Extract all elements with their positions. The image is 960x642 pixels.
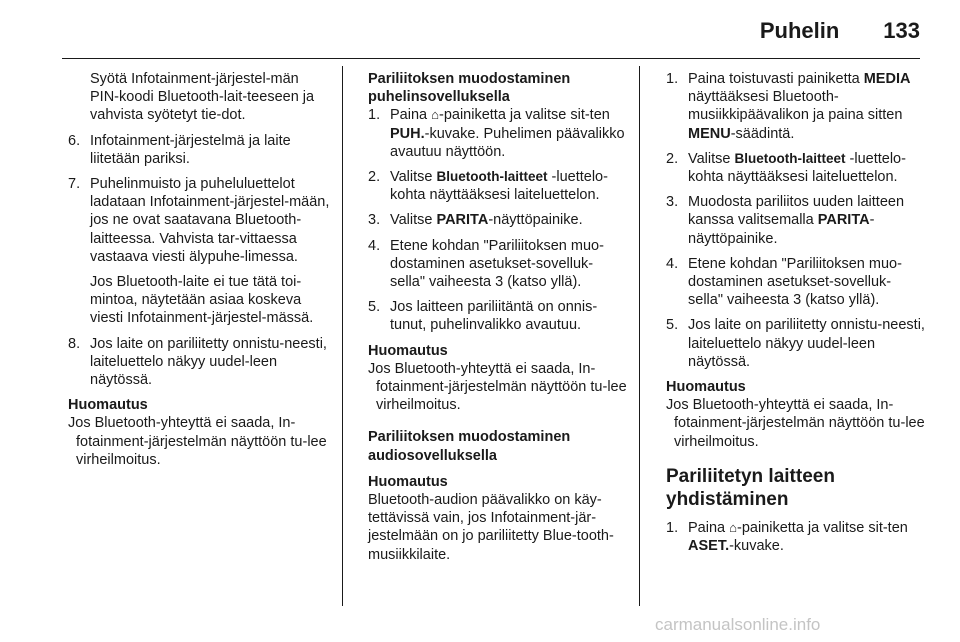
column-divider-1 [342, 66, 343, 606]
column-1 [68, 70, 330, 469]
list-item: 5. Jos laite on pariliitetty onnistu-neesti, laiteluettelo näkyy uudel-leen näytössä. [666, 317, 925, 370]
header-rule [62, 58, 920, 59]
list-item: 4. Etene kohdan "Pariliitoksen muo-dostaminen asetukset-sovelluk-sella" vaiheesta 3 (katso yllä). [368, 237, 604, 291]
note-heading: Huomautus [368, 473, 448, 490]
list-item-extra: Jos Bluetooth-laite ei tue tätä toi-mintoa, näytetään asiaa koskeva viesti Infotainment-järjestel-mässä. [90, 274, 314, 327]
page-title: Puhelin [759, 18, 840, 43]
list-item: 3. Muodosta pariliitos uuden laitteen kanssa valitsemalla PARITA-näyttöpainike. [666, 194, 905, 247]
watermark: carmanualsonline.info [655, 615, 821, 634]
page-header [760, 18, 920, 44]
list-item: 2. Valitse Bluetooth-laitteet -luettelo-kohta näyttääksesi laiteluettelon. [368, 169, 608, 204]
list-item: 4. Etene kohdan "Pariliitoksen muo-dostaminen asetukset-sovelluk-sella" vaiheesta 3 (katso yllä). [666, 255, 902, 309]
note-text: Jos Bluetooth-yhteyttä ei saada, In-fotainment-järjestelmän näyttöön tu-lee virheilmoitus. [666, 397, 925, 450]
list-item: 2. Valitse Bluetooth-laitteet -luettelo-kohta näyttääksesi laiteluettelon. [666, 150, 906, 186]
note-heading: Huomautus [368, 342, 448, 359]
list-item: 7. Puhelinmuisto ja puheluluettelot ladataan Infotainment-järjestel-mään, jos ne ovat saatavana Bluetooth-laitteessa. Vahvista tar-vittaessa vastaava viesti älypuhe-limessa. Jos Bluetooth-laite ei tue tätä toi-mintoa, näytetään asiaa koskeva viesti Infotainment-järjestel-mässä. [68, 176, 330, 327]
list-item: 8. Jos laite on pariliitetty onnistu-neesti, laiteluettelo näkyy uudel-leen näytössä. [68, 335, 327, 389]
list-item-continuation: Syötä Infotainment-järjestel-män PIN-koodi Bluetooth-lait-teeseen ja vahvista syötetyt tie-dot. [90, 71, 315, 124]
list-item: 5. Jos laitteen pariliitäntä on onnis-tunut, puhelinvalikko avautuu. [368, 299, 598, 334]
note-heading: Huomautus [666, 379, 746, 396]
column-3 [666, 70, 926, 562]
note-text: Jos Bluetooth-yhteyttä ei saada, In-fotainment-järjestelmän näyttöön tu-lee virheilmoitus. [368, 360, 627, 414]
list-item: 1. Paina ⌂-painiketta ja valitse sit-ten ASET.-kuvake. [666, 519, 908, 555]
subheading-phone-pairing: Pariliitoksen muodostaminen puhelinsovelluksella [368, 71, 571, 106]
list-item: 1. Paina toistuvasti painiketta MEDIA näyttääksesi Bluetooth-musiikkipäävalikon ja paina sitten MENU-säädintä. [666, 71, 911, 142]
note-text: Bluetooth-audion päävalikko on käy-tettävissä vain, jos Infotainment-jär-jestelmään on jo pariliitetty Blue-tooth-musiikkilaite. [368, 492, 614, 563]
column-divider-2 [639, 66, 640, 606]
home-icon: ⌂ [729, 519, 737, 535]
page-number: 133 [883, 18, 920, 43]
note-block [368, 473, 628, 564]
column-2 [368, 70, 628, 564]
note-text: Jos Bluetooth-yhteyttä ei saada, In-fotainment-järjestelmän näyttöön tu-lee virheilmoitus. [68, 415, 327, 468]
home-icon: ⌂ [431, 107, 439, 123]
subheading-audio-pairing: Pariliitoksen muodostaminen audiosovelluksella [368, 429, 571, 464]
list-item: 3. Valitse PARITA-näyttöpainike. [368, 212, 583, 229]
note-heading: Huomautus [68, 397, 148, 414]
section-heading: Pariliitetyn laitteen yhdistäminen [666, 465, 835, 510]
list-item: 6. Infotainment-järjestelmä ja laite liitetään pariksi. [68, 132, 291, 167]
list-item: 1. Paina ⌂-painiketta ja valitse sit-ten PUH.-kuvake. Puhelimen päävalikko avautuu näyttöön. [368, 107, 625, 160]
